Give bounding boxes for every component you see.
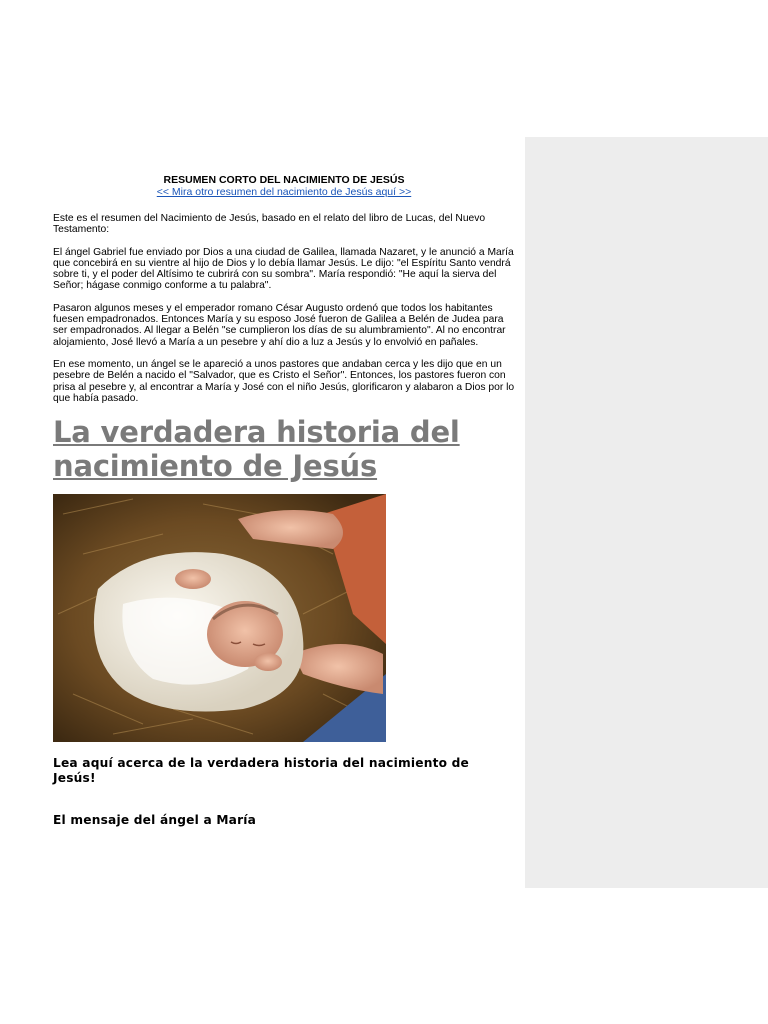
- article-subheading: Lea aquí acerca de la verdadera historia del nacimiento de Jesús!: [53, 756, 470, 786]
- gabriel-paragraph: El ángel Gabriel fue enviado por Dios a una ciudad de Galilea, llamada Nazaret, y le anunció a María que concebirá en su vientre al hijo de Dios y lo debía llamar Jesús. Le dijo: "el Espíritu Santo vendrá sobre ti, y el poder del Altísimo te cubrirá con su sombra". María respondió: "He aquí la sierva del Señor; hágase conmigo conforme a tu palabra".: [53, 246, 514, 292]
- census-paragraph: Pasaron algunos meses y el emperador romano César Augusto ordenó que todos los habitantes fuesen empadronados. Entonces María y su esposo José fueron de Galilea a Belén de Judea para ser empadronados. Al llegar a Belén "se cumplieron los días de su alumbramiento". Al no encontrar alojamiento, José llevó a María a un pesebre y ahí dio a luz a Jesús y lo envolvió en pañales.: [53, 302, 506, 348]
- other-summary-link[interactable]: << Mira otro resumen del nacimiento de Jesús aquí >>: [156, 186, 412, 198]
- intro-paragraph: Este es el resumen del Nacimiento de Jesús, basado en el relato del libro de Lucas, del Nuevo Testamento:: [53, 213, 486, 236]
- document-title: RESUMEN CORTO DEL NACIMIENTO DE JESÚS: [163, 174, 405, 186]
- document-content: [53, 174, 515, 828]
- section-heading: El mensaje del ángel a María: [53, 813, 257, 828]
- right-sidebar-panel: [525, 137, 768, 888]
- article-heading-link[interactable]: La verdadera historia del nacimiento de Jesús: [53, 415, 460, 484]
- newborn-baby-photo: [53, 494, 386, 742]
- shepherds-paragraph: En ese momento, un ángel se le apareció a unos pastores que andaban cerca y les dijo que en un pesebre de Belén a nacido el "Salvador, que es Cristo el Señor". Entonces, los pastores fueron con prisa al pesebre y, al encontrar a María y José con el niño Jesús, glorificaron y alabaron a Dios por lo que había pasado.: [53, 358, 515, 404]
